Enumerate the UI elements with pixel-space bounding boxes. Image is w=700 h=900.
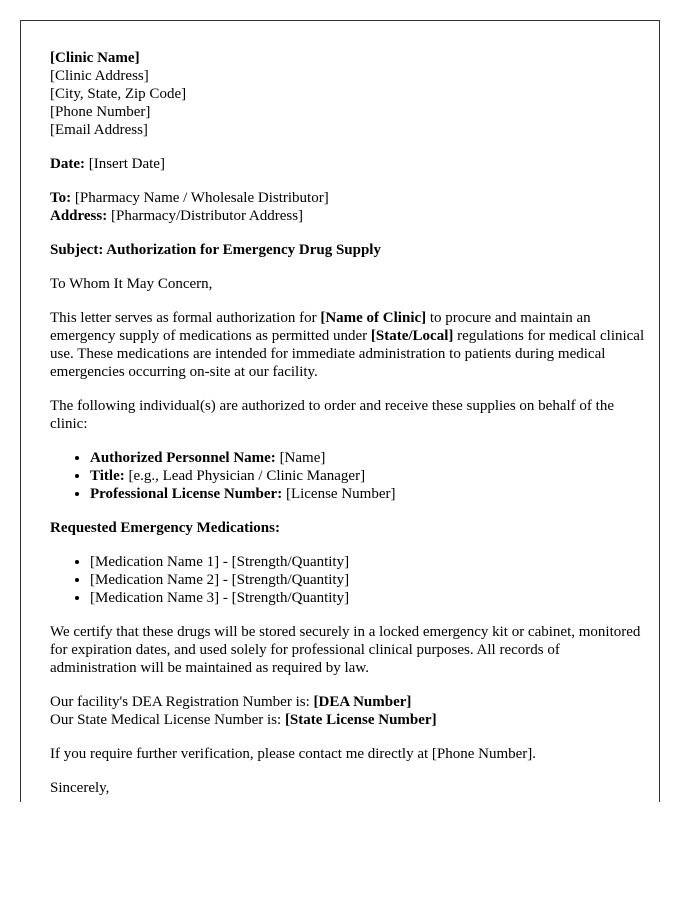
personnel-label: Professional License Number: [90,486,283,502]
medication-item: • [Medication Name 3] - [Strength/Quantity] [90,589,650,607]
intro-state-placeholder: [State/Local] [370,328,454,344]
letter-page [20,20,660,802]
intro-clinic-placeholder: [Name of Clinic] [320,310,427,326]
address-value: [Pharmacy/Distributor Address] [110,208,304,224]
subject-line: Subject: Authorization for Emergency Drug Supply [50,242,381,258]
closing: Sincerely, [50,780,110,796]
clinic-name: [Clinic Name] [50,50,140,66]
to-label: To: [50,190,72,206]
contact-paragraph: If you require further verification, please contact me directly at [Phone Number]. [50,746,537,762]
intro-text-3: regulations for medical clinical use. These medications are intended for immediate administration to patients during medical emergencies occurring on-site at our facility. [50,328,645,380]
personnel-value: [e.g., Lead Physician / Clinic Manager] [128,468,366,484]
medications-list [50,553,650,607]
personnel-item [90,449,650,467]
intro-text-2: to procure and maintain an emergency supply of medications as permitted under [50,310,591,344]
letter-content [50,49,650,802]
license-text: Our State Medical License Number is: [50,712,285,728]
address-label: Address: [50,208,108,224]
medications-heading: Requested Emergency Medications: [50,520,280,536]
salutation: To Whom It May Concern, [50,276,213,292]
personnel-label: Title: [90,468,125,484]
to-value: [Pharmacy Name / Wholesale Distributor] [74,190,329,206]
authorized-intro: The following individual(s) are authorized to order and receive these supplies on behalf of the clinic: [50,398,614,432]
state-license-number: [State License Number] [284,712,437,728]
personnel-label: Authorized Personnel Name: [90,450,276,466]
date-line [50,155,650,173]
intro-text-1: This letter serves as formal authorization for [50,310,321,326]
certification-paragraph: We certify that these drugs will be stored securely in a locked emergency kit or cabinet, monitored for expiration dates, and used solely for professional clinical purposes. All records of administration will be maintained as required by law. [50,624,641,676]
dea-text: Our facility's DEA Registration Number is: [50,694,314,710]
medication-item: • [Medication Name 2] - [Strength/Quantity] [90,571,650,589]
personnel-list [50,449,650,503]
personnel-item [90,467,650,485]
recipient-block [50,189,650,225]
phone-number: [Phone Number] [50,104,151,120]
sender-block [50,49,650,139]
intro-paragraph [50,309,650,381]
medication-item: • [Medication Name 1] - [Strength/Quantity] [90,553,650,571]
personnel-item [90,485,650,503]
dea-number: [DEA Number] [313,694,412,710]
clinic-address: [Clinic Address] [50,68,149,84]
date-label: Date: [50,156,85,172]
personnel-value: [License Number] [285,486,396,502]
email-address: [Email Address] [50,122,148,138]
date-value: [Insert Date] [88,156,165,172]
registration-block [50,693,650,729]
city-state-zip: [City, State, Zip Code] [50,86,187,102]
personnel-value: [Name] [279,450,326,466]
